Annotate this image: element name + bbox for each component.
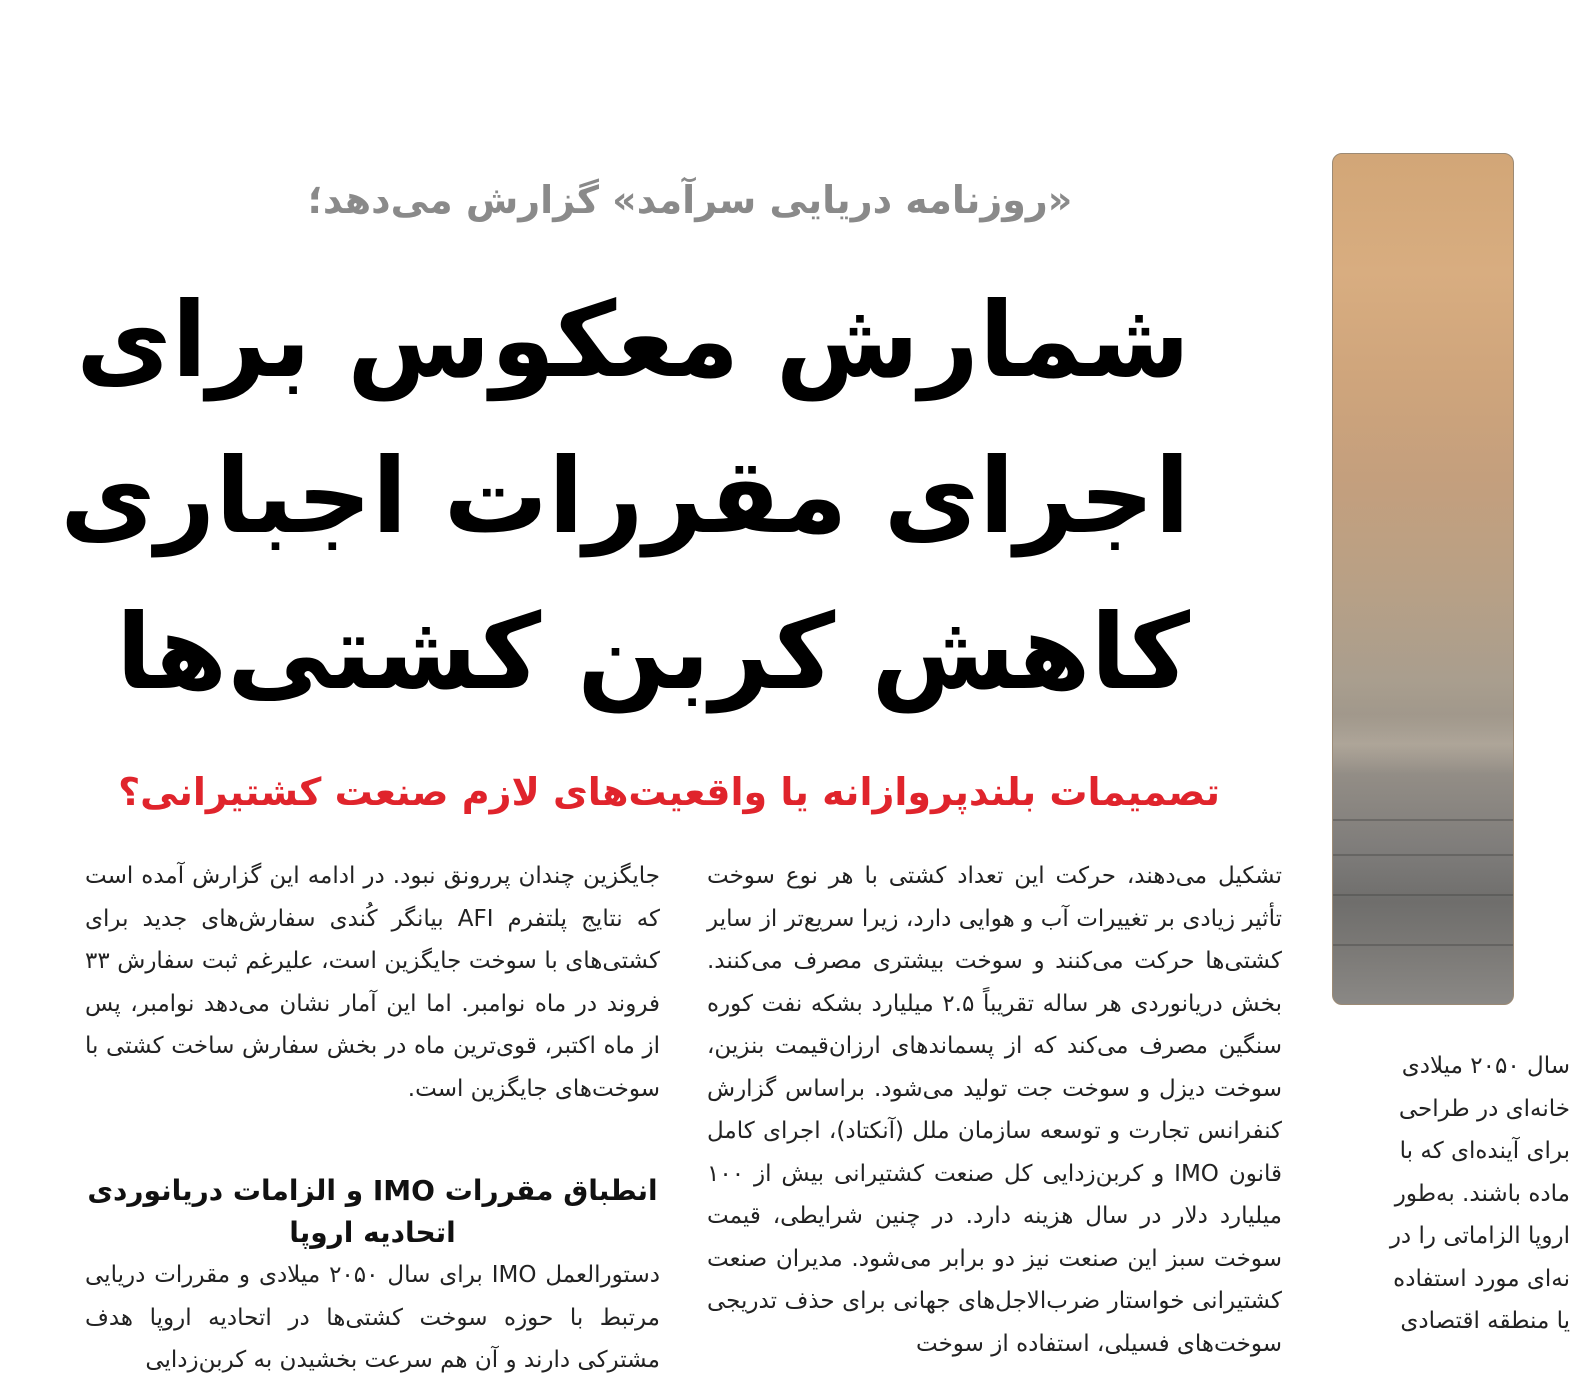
article-body-left-a: جایگزین چندان پررونق نبود. در ادامه این گزارش آمده است که نتایج پلتفرم AFI بیانگر کُندی سفارش‌های جدید برای کشتی‌های با سوخت جایگزین است، علیرغم ثبت سفارش ۳۳ فروند در ماه نوامبر. اما این آمار نشان می‌دهد نوامبر، پس از ماه اکتبر، قوی‌ترین ماه در بخش سفارش ساخت کشتی با سوخت‌های جایگزین است. bbox=[85, 863, 660, 1102]
headline-line-2: اجرای مقررات اجباری bbox=[60, 435, 1190, 557]
article-column-far-right bbox=[1330, 1045, 1570, 1345]
article-body-left-b: دستورالعمل IMO برای سال ۲۰۵۰ میلادی و مقررات دریایی مرتبط با حوزه سوخت کشتی‌ها در اتحادیه اروپا هدف مشترکی دارند و آن هم سرعت بخشیدن به کربن‌زدایی bbox=[85, 1262, 660, 1373]
far-column-line: خانه‌ای در طراحی bbox=[1398, 1095, 1570, 1122]
headline bbox=[60, 262, 1190, 730]
kicker: «روزنامه دریایی سرآمد» گزارش می‌دهد؛ bbox=[307, 178, 1073, 222]
far-column-line: ماده باشند. به‌طور bbox=[1394, 1180, 1570, 1207]
headline-line-3: کاهش کربن کشتی‌ها bbox=[115, 591, 1190, 713]
far-column-line: اروپا الزاماتی را در bbox=[1389, 1223, 1570, 1249]
article-column-left bbox=[85, 855, 660, 1382]
ship-photo bbox=[1332, 153, 1514, 1005]
subheadline: تصمیمات بلندپروازانه یا واقعیت‌های لازم صنعت کشتیرانی؟ bbox=[118, 770, 1220, 814]
far-column-line: برای آینده‌ای که با bbox=[1399, 1138, 1570, 1164]
article-body-right: تشکیل می‌دهند، حرکت این تعداد کشتی با هر نوع سوخت تأثیر زیادی بر تغییرات آب و هوایی دارد، زیرا سریع‌تر از سایر کشتی‌ها حرکت می‌کنند و سوخت بیشتری مصرف می‌کنند. بخش دریانوردی هر ساله تقریباً ۲.۵ میلیارد بشکه نفت کوره سنگین مصرف می‌کند که از پسماندهای ارزان‌قیمت بنزین، سوخت دیزل و سوخت جت تولید می‌شود. براساس گزارش کنفرانس تجارت و توسعه سازمان ملل (آنکتاد)، اجرای کامل قانون IMO و کربن‌زدایی کل صنعت کشتیرانی بیش از ۱۰۰ میلیارد دلار در سال هزینه دارد. در چنین شرایطی، قیمت سوخت سبز این صنعت نیز دو برابر می‌شود. مدیران صنعت کشتیرانی خواستار ضرب‌الاجل‌های جهانی برای حذف تدریجی سوخت‌های فسیلی، استفاده از سوخت bbox=[707, 863, 1282, 1357]
headline-line-1: شمارش معکوس برای bbox=[76, 279, 1190, 401]
section-heading: انطباق مقررات IMO و الزامات دریانوردی اتحادیه اروپا bbox=[87, 1174, 658, 1249]
far-column-line: سال ۲۰۵۰ میلادی bbox=[1401, 1053, 1570, 1079]
article-column-right bbox=[707, 855, 1282, 1365]
far-column-line: نه‌ای مورد استفاده bbox=[1393, 1265, 1570, 1292]
far-column-line: یا منطقه اقتصادی bbox=[1400, 1308, 1570, 1334]
